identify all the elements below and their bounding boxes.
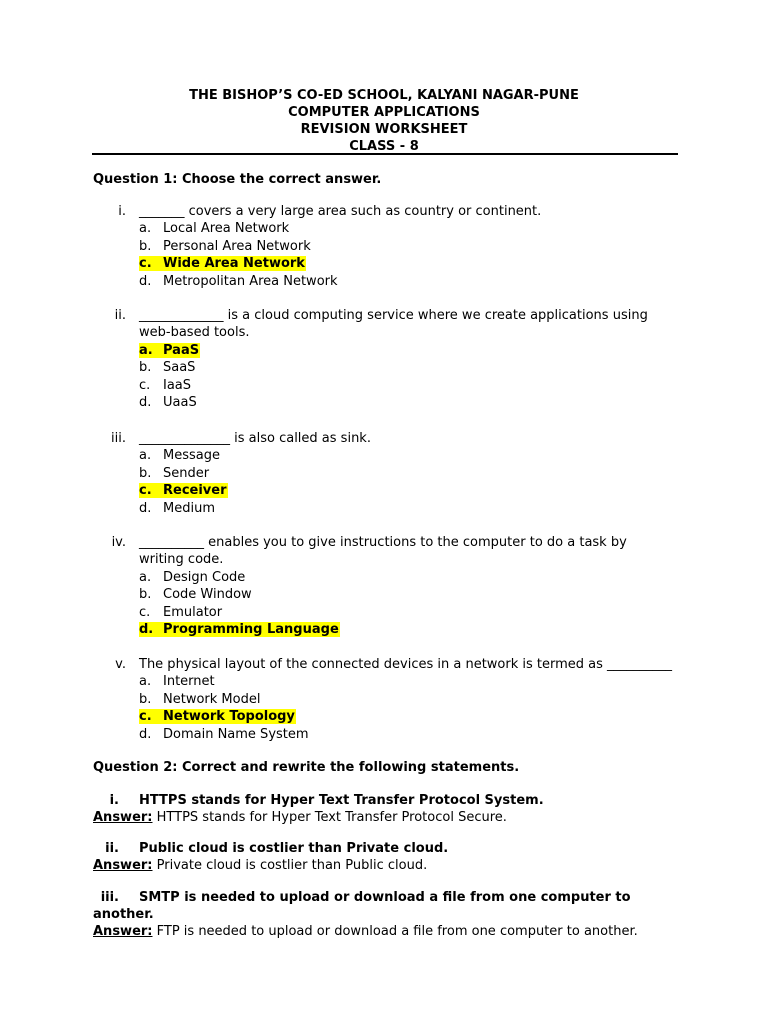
item-number: iii. [111,431,126,446]
answer-label: Answer: [93,810,153,825]
option-c: c. Emulator [139,604,223,620]
statement-text: Public cloud is costlier than Private cloud. [139,841,449,856]
item-number: i. [109,793,119,808]
question-text: _______ covers a very large area such as country or continent. [139,204,542,219]
question-text: The physical layout of the connected devices in a network is termed as __________ [139,657,673,672]
option-d: d. UaaS [139,394,197,410]
item-number: iv. [111,535,126,550]
question-text: __________ enables you to give instructions to the computer to do a task by writing code. [139,535,627,568]
correct-answer-highlight: c. Receiver [139,483,227,499]
question-text: _____________ is a cloud computing service where we create applications using web-based tools. [139,308,648,341]
option-d [139,621,673,638]
worksheet-header [0,87,768,155]
correct-answer-highlight: c. Network Topology [139,709,295,725]
option-c [139,482,673,499]
worksheet-title: REVISION WORKSHEET [300,122,468,137]
option-c: c. IaaS [139,377,192,393]
answer-label: Answer: [93,858,153,873]
correct-answer-highlight: a. PaaS [139,342,200,358]
option-d: d. Medium [139,500,215,516]
correction-item-2 [93,840,693,874]
header-divider [92,153,678,155]
answer-label: Answer: [93,924,153,939]
option-a [139,342,673,359]
correction-item-3 [93,889,693,940]
class-label: CLASS - 8 [349,139,419,154]
answer-text: HTTPS stands for Hyper Text Transfer Protocol Secure. [156,810,507,825]
option-a: a. Internet [139,674,215,690]
statement-text: SMTP is needed to upload or download a file from one computer to another. [93,890,631,922]
option-d: d. Domain Name System [139,726,309,742]
correction-item-1 [93,792,693,826]
option-a: a. Design Code [139,569,246,585]
option-a: a. Local Area Network [139,221,290,237]
option-c [139,708,673,725]
correct-answer-highlight: c. Wide Area Network [139,256,305,272]
item-number: ii. [105,841,119,856]
option-b: b. Network Model [139,691,261,707]
item-number: v. [115,657,126,672]
option-b: b. Sender [139,465,210,481]
question-2-title: Question 2: Correct and rewrite the following statements. [93,760,520,775]
correct-answer-highlight: d. Programming Language [139,621,339,637]
option-b: b. SaaS [139,360,196,376]
option-b: b. Personal Area Network [139,238,311,254]
mcq-item-2 [93,307,673,411]
mcq-item-4 [93,534,673,638]
school-name: THE BISHOP’S CO-ED SCHOOL, KALYANI NAGAR-PUNE [189,88,579,103]
item-number: ii. [114,308,126,323]
subject-title: COMPUTER APPLICATIONS [288,105,480,120]
answer-text: Private cloud is costlier than Public cloud. [156,858,428,873]
option-a: a. Message [139,448,220,464]
question-text: ______________ is also called as sink. [139,431,371,446]
question-1-title: Question 1: Choose the correct answer. [93,172,382,187]
option-d: d. Metropolitan Area Network [139,273,338,289]
mcq-item-1 [93,203,673,290]
statement-text: HTTPS stands for Hyper Text Transfer Protocol System. [139,793,544,808]
mcq-item-3 [93,430,673,517]
item-number: i. [118,204,126,219]
item-number: iii. [100,890,119,905]
answer-text: FTP is needed to upload or download a file from one computer to another. [156,924,638,939]
option-b: b. Code Window [139,587,252,603]
mcq-item-5 [93,656,673,743]
option-c [139,255,673,272]
